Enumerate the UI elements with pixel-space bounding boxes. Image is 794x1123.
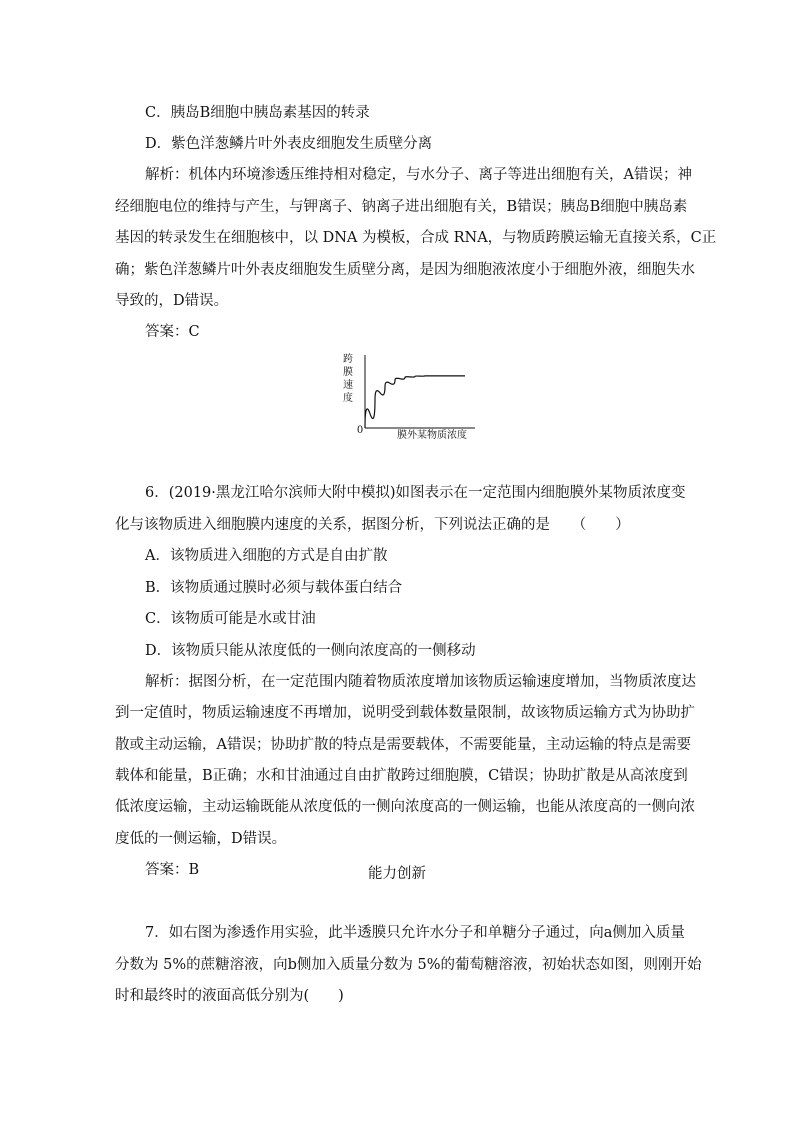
q6-explanation-line: 散或主动运输，A错误；协助扩散的特点是需要载体，不需要能量，主动运输的特点是需要	[115, 737, 691, 753]
chart-ylabel-char: 跨	[343, 354, 353, 365]
transport-rate-chart	[330, 350, 480, 445]
q5-option-d: D．紫色洋葱鳞片叶外表皮细胞发生质壁分离	[145, 136, 433, 152]
q6-stem-line: 化与该物质进入细胞膜内速度的关系，据图分析，下列说法正确的是 （ ）	[115, 517, 630, 533]
q5-explanation-line: 解析：机体内环境渗透压维持相对稳定，与水分子、离子等进出细胞有关，A错误；神	[145, 167, 692, 183]
q6-explanation-line: 解析：据图分析，在一定范围内随着物质浓度增加该物质运输速度增加，当物质浓度达	[145, 674, 696, 690]
chart-ylabel-char: 速	[343, 380, 353, 391]
chart-ylabel-char: 度	[343, 393, 353, 404]
q6-option-a: A．该物质进入细胞的方式是自由扩散	[145, 548, 388, 564]
q6-explanation-line: 度低的一侧运输，D错误。	[115, 831, 287, 847]
chart-origin-label: 0	[356, 425, 364, 436]
q6-explanation-line: 低浓度运输，主动运输既能从浓度低的一侧向浓度高的一侧运输，也能从浓度高的一侧向浓	[115, 799, 695, 815]
q6-explanation-line: 到一定值时，物质运输速度不再增加，说明受到载体数量限制，故该物质运输方式为协助扩	[115, 705, 695, 721]
q6-stem-line: 6．(2019·黑龙江哈尔滨师大附中模拟)如图表示在一定范围内细胞膜外某物质浓度变	[145, 485, 686, 501]
q5-answer: 答案：C	[145, 324, 200, 340]
chart-xlabel: 膜外某物质浓度	[397, 430, 467, 441]
q6-option-d: D．该物质只能从浓度低的一侧向浓度高的一侧移动	[145, 643, 476, 659]
q5-option-c: C．胰岛B细胞中胰岛素基因的转录	[145, 105, 370, 121]
q6-answer: 答案：B	[145, 862, 200, 878]
q6-option-b: B．该物质通过膜时必须与载体蛋白结合	[145, 580, 403, 596]
chart-series-line	[365, 376, 465, 428]
chart-ylabel	[343, 352, 353, 404]
q7-stem-line: 时和最终时的液面高低分别为( )	[115, 988, 344, 1004]
q5-explanation-line: 确；紫色洋葱鳞片叶外表皮细胞发生质壁分离，是因为细胞液浓度小于细胞外液，细胞失水	[115, 262, 695, 278]
q6-explanation-line: 载体和能量，B正确；水和甘油通过自由扩散跨过细胞膜，C错误；协助扩散是从高浓度到	[115, 768, 688, 784]
q5-explanation-line: 经细胞电位的维持与产生，与钾离子、钠离子进出细胞有关，B错误；胰岛B细胞中胰岛素	[115, 199, 688, 215]
q5-explanation-line: 导致的，D错误。	[115, 293, 229, 309]
q6-option-c: C．该物质可能是水或甘油	[145, 611, 316, 627]
section-heading: 能力创新	[368, 866, 426, 882]
q7-stem-line: 分数为 5%的蔗糖溶液，向b侧加入质量分数为 5%的葡萄糖溶液，初始状态如图，则刚开始	[115, 957, 702, 973]
q7-stem-line: 7．如右图为渗透作用实验，此半透膜只允许水分子和单糖分子通过，向a侧加入质量	[145, 925, 685, 941]
q5-explanation-line: 基因的转录发生在细胞核中，以 DNA 为模板，合成 RNA，与物质跨膜运输无直接关系，C正	[115, 230, 717, 246]
chart-ylabel-char: 膜	[343, 367, 353, 378]
